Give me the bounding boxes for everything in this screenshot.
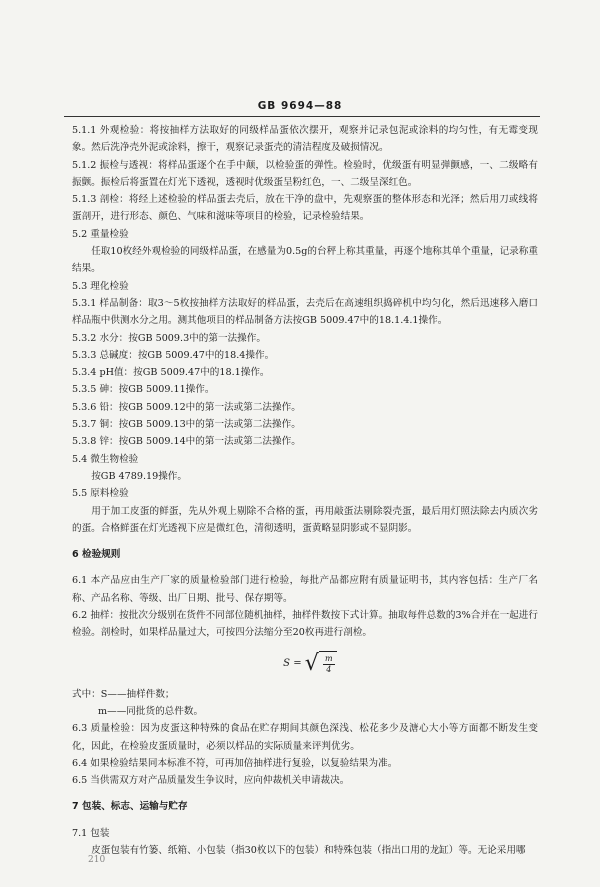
paragraph: 按GB 4789.19操作。: [91, 470, 187, 482]
formula-numerator: m: [325, 653, 333, 663]
section-heading: 6 检验规则: [72, 549, 121, 561]
paragraph: 5.2 重量检验: [72, 228, 129, 240]
paragraph: 5.3.7 铜：按GB 5009.13中的第一法或第二法操作。: [72, 419, 301, 431]
paragraph: 5.1.1 外观检验：将按抽样方法取好的同级样品蛋依次摆开，观察并记录包泥或涂料的均匀性，有无霉变现象。然后洗净壳外泥或涂料，擦干，观察记录蛋壳的清洁程度及破损情况。: [72, 125, 538, 154]
document-body: [72, 122, 538, 859]
paragraph: 5.3.6 铅：按GB 5009.12中的第一法或第二法操作。: [72, 401, 301, 413]
spacer: [72, 563, 538, 572]
formula-legend-line: [72, 703, 538, 720]
formula-denominator: 4: [326, 664, 332, 674]
paragraph: 7.1 包装: [72, 827, 110, 839]
paragraph: 5.3.3 总碱度：按GB 5009.47中的18.4操作。: [72, 349, 275, 361]
paragraph: 5.3.5 砷：按GB 5009.11操作。: [72, 384, 215, 396]
formula-legend-text: m——同批货的总件数。: [98, 705, 204, 717]
formula-equals: =: [293, 657, 302, 669]
formula-legend-text: 式中：S——抽样件数；: [72, 688, 175, 700]
paragraph: 5.3.1 样品制备：取3～5枚按抽样方法取好的样品蛋，去壳后在高速组织捣碎机中均匀化，然后迅速移入磨口样品瓶中供测水分之用。测其他项目的样品制备方法按GB 5009.47中的18.1.4.1操作。: [72, 297, 538, 327]
paragraph: 5.3.4 pH值：按GB 5009.47中的18.1操作。: [72, 367, 270, 379]
section-heading: 7 包装、标志、运输与贮存: [72, 801, 188, 813]
header-rule: [64, 116, 540, 117]
paragraph: 6.2 抽样：按批次分级别在货件不同部位随机抽样，抽样件数按下式计算。抽取每件总数的3%合并在一起进行检验。剖检时，如果样品量过大，可按四分法缩分至20枚再进行剖检。: [72, 610, 538, 639]
paragraph: 6.1 本产品应由生产厂家的质量检验部门进行检验，每批产品都应附有质量证明书，其内容包括：生产厂名称、产品名称、等级、出厂日期、批号、保存期等。: [72, 575, 538, 604]
paragraph: 皮蛋包装有竹篓、纸箱、小包装（指30枚以下的包装）和特殊包装（指出口用的龙缸）等。无论采用哪: [91, 844, 526, 856]
running-header: GB 9694—88: [257, 100, 343, 112]
paragraph: 5.3 理化检验: [72, 280, 129, 292]
paragraph: 用于加工皮蛋的鲜蛋，先从外观上剔除不合格的蛋，再用敲蛋法剔除裂壳蛋，最后用灯照法除去内质次劣的蛋。合格鲜蛋在灯光透视下应是微红色，清彻透明，蛋黄略显阴影或不显阴影。: [72, 505, 538, 534]
paragraph: 5.3.8 锌：按GB 5009.14中的第一法或第二法操作。: [72, 436, 301, 448]
paragraph: 任取10枚经外观检验的同级样品蛋，在感量为0.5g的台秤上称其重量，再逐个地称其单个重量，记录称重结果。: [72, 246, 538, 275]
paragraph: 6.5 当供需双方对产品质量发生争议时，应向仲裁机关申请裁决。: [72, 775, 350, 787]
paragraph: 5.5 原料检验: [72, 488, 129, 500]
formula-lhs: S: [283, 657, 291, 669]
paragraph: 5.4 微生物检验: [72, 453, 139, 465]
page-number: 210: [88, 855, 106, 865]
sampling-formula: [72, 642, 538, 686]
formula-legend-line: [72, 686, 538, 703]
spacer: [72, 789, 538, 798]
paragraph: 5.1.3 剖检：将经上述检验的样品蛋去壳后，放在干净的盘中，先观察蛋的整体形态和光泽；然后用刀或线将蛋剖开，进行形态、颜色、气味和滋味等项目的检验，记录检验结果。: [72, 194, 538, 223]
spacer: [72, 816, 538, 825]
paragraph: 6.3 质量检验：因为皮蛋这种特殊的食品在贮存期间其颜色深浅、松花多少及溏心大小等方面都不断发生变化，因此，在检验皮蛋质量时，必须以样品的实际质量来评判优劣。: [72, 723, 538, 752]
spacer: [72, 537, 538, 546]
paragraph: 5.3.2 水分：按GB 5009.3中的第一法操作。: [72, 332, 266, 344]
paragraph: 5.1.2 振检与透视：将样品蛋逐个在手中颠，以检验蛋的弹性。检验时，优级蛋有明显弹颤感，一、二级略有振颤。振检后将蛋置在灯光下透视，透视时优级蛋呈粉红色，一、二级呈深红色。: [72, 159, 538, 188]
square-root: √ $\frac{m}{4}$: [305, 651, 337, 677]
formula-fraction: [323, 654, 335, 675]
paragraph: 6.4 如果检验结果同本标准不符，可再加倍抽样进行复验，以复验结果为准。: [72, 757, 398, 769]
